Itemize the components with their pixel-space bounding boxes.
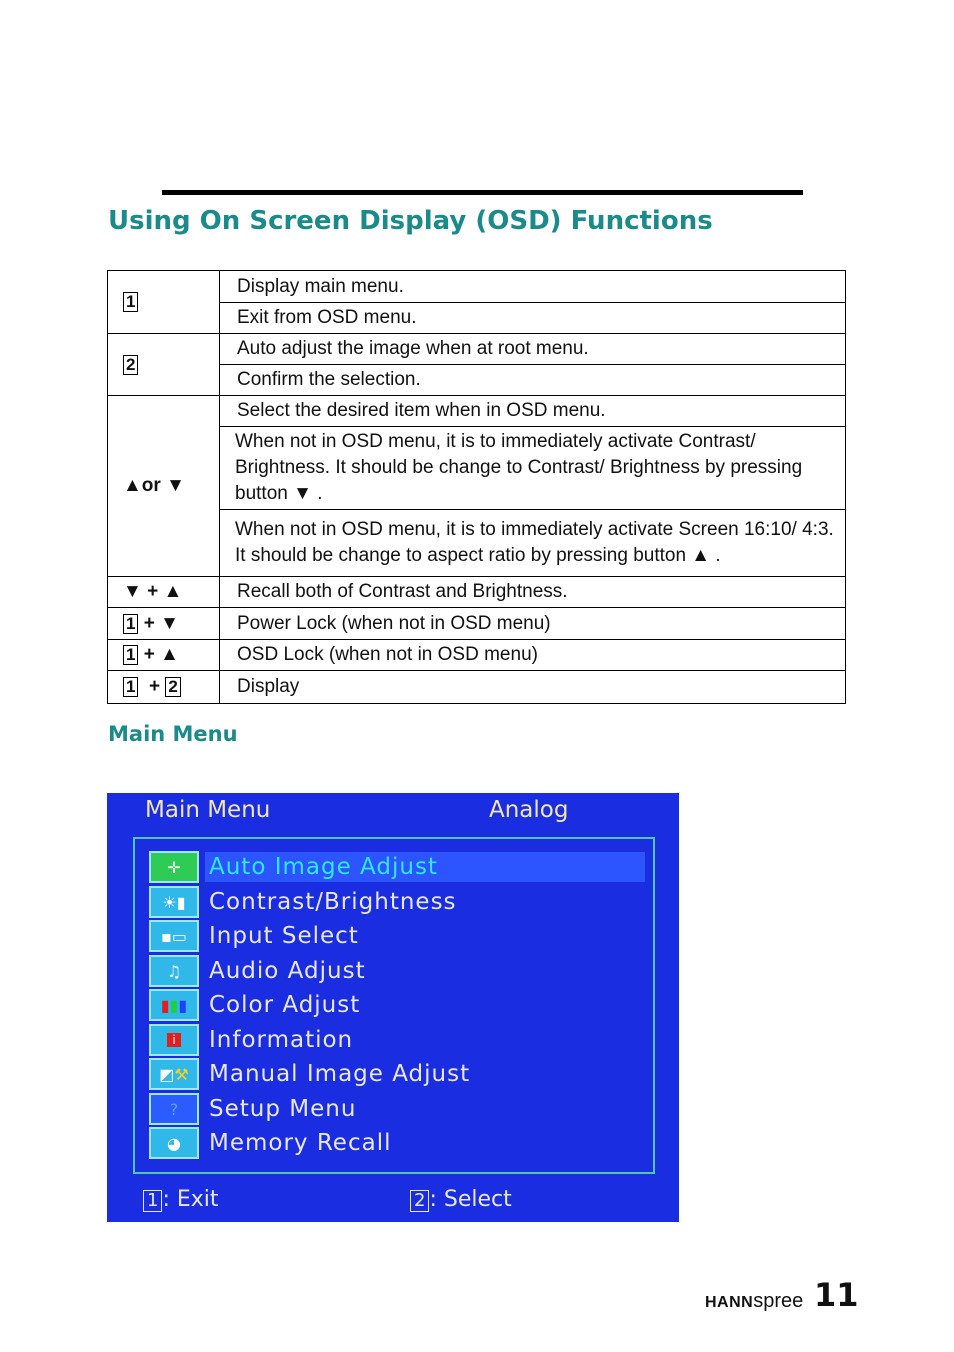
desc-cell: Display (220, 671, 846, 704)
osd-item-contrast-brightness[interactable] (149, 886, 645, 918)
down-arrow: ▼ (160, 612, 179, 634)
wrench-icon: ◩ ⚒ (149, 1058, 199, 1090)
brand-bold: HANN (705, 1294, 754, 1311)
osd-item-auto-image-adjust[interactable] (149, 851, 645, 883)
desc-cell: Display main menu. (220, 271, 846, 303)
brand-logo (705, 1290, 803, 1313)
osd-item-audio-adjust[interactable] (149, 955, 645, 987)
desc-cell: Recall both of Contrast and Brightness. (220, 577, 846, 608)
osd-mode: Analog (489, 797, 569, 823)
page-number: 11 (814, 1276, 859, 1314)
osd-item-label: Setup Menu (209, 1096, 357, 1122)
osd-item-label: Information (209, 1027, 354, 1053)
osd-item-label: Contrast/Brightness (209, 889, 457, 915)
key-1-box: 1 (123, 677, 138, 697)
top-rule (162, 190, 803, 195)
up-arrow: ▲ (160, 644, 179, 665)
page-title: Using On Screen Display (OSD) Functions (108, 206, 713, 236)
key-cell (108, 334, 220, 396)
desc-cell: Power Lock (when not in OSD menu) (220, 608, 846, 640)
recall-icon: ◕ (149, 1127, 199, 1159)
key-1-box: 1 (123, 645, 138, 665)
key-1-box: 1 (123, 292, 138, 312)
osd-item-memory-recall[interactable] (149, 1127, 645, 1159)
brand-light: spree (753, 1290, 804, 1312)
key-1-box: 1 (123, 614, 138, 634)
color-bars-icon: ▮ ▮ ▮ (149, 989, 199, 1021)
desc-cell: When not in OSD menu, it is to immediately activate Screen 16:10/ 4:3. It should be change to aspect ratio by pressing button ▲ . (220, 510, 846, 577)
osd-menu-panel (133, 837, 655, 1174)
exit-key-box: 1 (143, 1190, 162, 1212)
question-icon: ? (149, 1093, 199, 1125)
osd-item-setup-menu[interactable] (149, 1093, 645, 1125)
key-cell: 1 + 2 (108, 671, 220, 704)
key-function-table (107, 270, 846, 704)
section-title: Main Menu (108, 722, 238, 746)
exit-label: : Exit (162, 1187, 219, 1212)
osd-item-label: Manual Image Adjust (209, 1061, 471, 1087)
osd-item-color-adjust[interactable] (149, 989, 645, 1021)
brightness-icon: ☀▮ (149, 886, 199, 918)
osd-title: Main Menu (145, 797, 271, 823)
desc-cell: OSD Lock (when not in OSD menu) (220, 640, 846, 671)
key-cell: 1 + ▼ (108, 608, 220, 640)
osd-item-label: Auto Image Adjust (205, 852, 645, 882)
osd-item-label: Memory Recall (209, 1130, 392, 1156)
osd-main-menu-screenshot (107, 793, 679, 1222)
desc-cell: When not in OSD menu, it is to immediately activate Contrast/ Brightness. It should be change to Contrast/ Brightness by pressing button ▼ . (220, 427, 846, 510)
osd-item-label: Color Adjust (209, 992, 361, 1018)
key-cell: ▲or ▼ (108, 396, 220, 577)
osd-footer-select (410, 1187, 512, 1212)
desc-cell: Confirm the selection. (220, 365, 846, 396)
osd-footer-exit (143, 1187, 219, 1212)
key-2-box: 2 (165, 677, 180, 697)
key-cell: ▼ + ▲ (108, 577, 220, 608)
osd-item-information[interactable] (149, 1024, 645, 1056)
desc-cell: Select the desired item when in OSD menu. (220, 396, 846, 427)
music-note-icon: ♫ (149, 955, 199, 987)
crosshair-icon: ✛ (149, 851, 199, 883)
desc-cell: Exit from OSD menu. (220, 303, 846, 334)
key-cell: 1 + ▲ (108, 640, 220, 671)
osd-item-manual-image-adjust[interactable] (149, 1058, 645, 1090)
key-cell (108, 271, 220, 334)
osd-item-label: Input Select (209, 923, 359, 949)
osd-item-label: Audio Adjust (209, 958, 366, 984)
desc-cell: Auto adjust the image when at root menu. (220, 334, 846, 365)
osd-item-input-select[interactable] (149, 920, 645, 952)
select-key-box: 2 (410, 1190, 429, 1212)
select-label: : Select (429, 1187, 512, 1212)
monitor-input-icon: ▪▭ (149, 920, 199, 952)
key-2-box: 2 (123, 355, 138, 375)
info-icon: i (149, 1024, 199, 1056)
